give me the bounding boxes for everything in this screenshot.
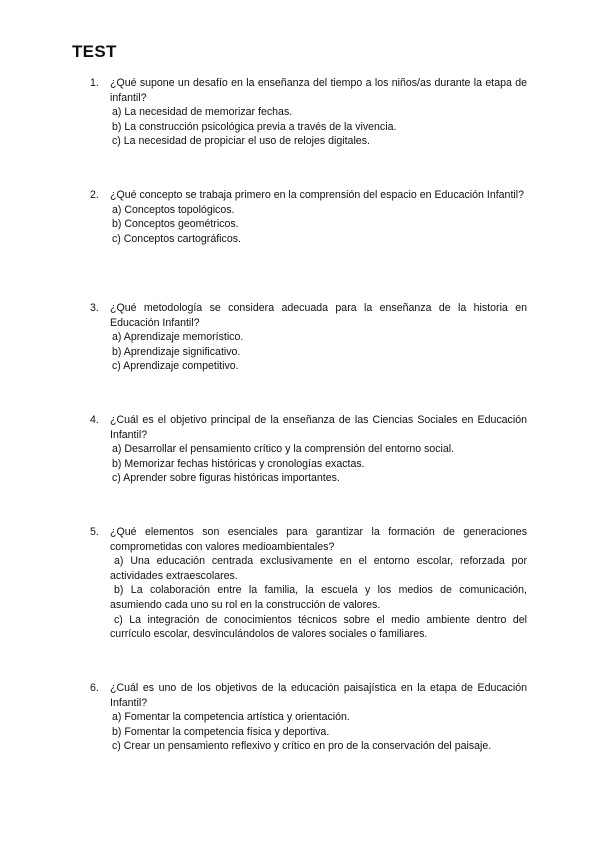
option-b: b) Fomentar la competencia física y deportiva. — [112, 725, 330, 738]
options-list — [110, 105, 527, 149]
options-list — [110, 330, 527, 374]
option-b: b) Conceptos geométricos. — [112, 218, 239, 231]
options-list — [110, 203, 527, 247]
question-1 — [90, 76, 527, 149]
question-text: ¿Qué supone un desafío en la enseñanza del tiempo a los niños/as durante la etapa de infantil? — [110, 77, 527, 104]
question-3 — [90, 301, 527, 374]
question-text: ¿Qué metodología se considera adecuada para la enseñanza de la historia en Educación Infantil? — [110, 302, 527, 329]
option-c: c) Aprender sobre figuras históricas importantes. — [112, 472, 340, 485]
option-a: a) La necesidad de memorizar fechas. — [112, 106, 293, 119]
option-a: a) Una educación centrada exclusivamente en el entorno escolar, reforzada por actividades extraescolares. — [110, 555, 527, 582]
question-6 — [90, 681, 527, 754]
question-5 — [90, 525, 527, 642]
option-c: c) La integración de conocimientos técnicos sobre el medio ambiente dentro del currículo escolar, desvinculándolos de valores sociales o familiares. — [110, 613, 527, 641]
question-text: ¿Cuál es el objetivo principal de la enseñanza de las Ciencias Sociales en Educación Infantil? — [110, 414, 527, 441]
question-number: 2. — [90, 189, 99, 201]
options-list — [110, 554, 527, 642]
option-a: a) Fomentar la competencia artística y orientación. — [112, 711, 350, 724]
question-2 — [90, 188, 527, 246]
option-a: a) Desarrollar el pensamiento crítico y la comprensión del entorno social. — [112, 443, 455, 456]
option-c: c) Conceptos cartográficos. — [112, 232, 241, 245]
option-c: c) La necesidad de propiciar el uso de relojes digitales. — [112, 135, 370, 148]
question-4 — [90, 413, 527, 486]
option-c: c) Aprendizaje competitivo. — [112, 360, 239, 373]
option-a: a) Conceptos topológicos. — [112, 203, 235, 216]
options-list — [110, 710, 527, 754]
option-b: b) La construcción psicológica previa a través de la vivencia. — [112, 120, 397, 133]
question-text: ¿Cuál es uno de los objetivos de la educación paisajística en la etapa de Educación Infantil? — [110, 682, 527, 709]
option-b: b) Aprendizaje significativo. — [112, 345, 241, 358]
option-b: b) Memorizar fechas históricas y cronologías exactas. — [112, 457, 365, 470]
option-c: c) Crear un pensamiento reflexivo y crítico en pro de la conservación del paisaje. — [112, 740, 492, 753]
option-a: a) Aprendizaje memorístico. — [112, 331, 244, 344]
question-text: ¿Qué concepto se trabaja primero en la comprensión del espacio en Educación Infantil? — [110, 189, 524, 201]
question-number: 6. — [90, 682, 99, 694]
page-title: TEST — [72, 42, 117, 61]
option-b: b) La colaboración entre la familia, la escuela y los medios de comunicación, asumiendo cada uno su rol en la construcción de valores. — [110, 584, 527, 611]
question-number: 5. — [90, 526, 99, 538]
options-list — [110, 442, 527, 486]
question-text: ¿Qué elementos son esenciales para garantizar la formación de generaciones comprometidas con valores medioambientales? — [110, 526, 527, 553]
question-number: 1. — [90, 77, 99, 89]
question-number: 4. — [90, 414, 99, 426]
question-number: 3. — [90, 302, 99, 314]
